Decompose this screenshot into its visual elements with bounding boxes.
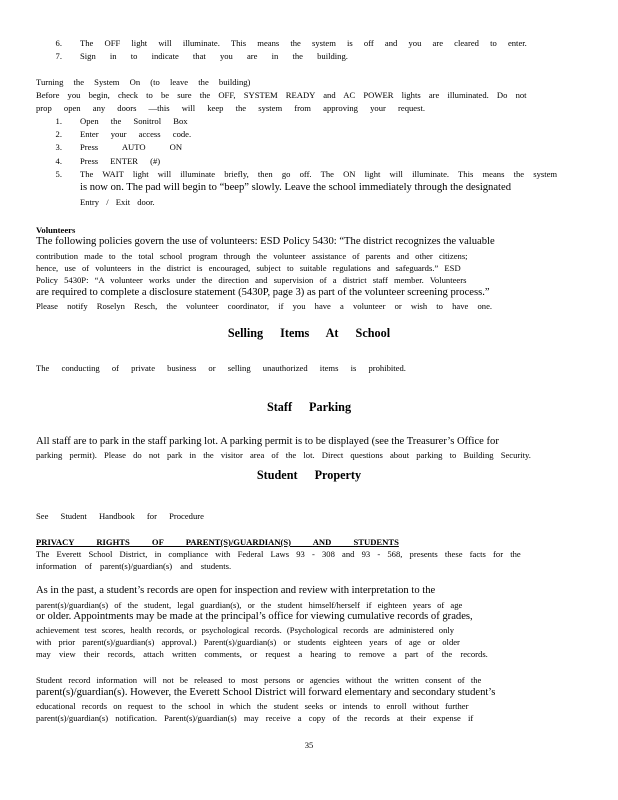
- step-item: [44, 141, 182, 153]
- step-text-continued: is now on. The pad will begin to “beep” slowly. Leave the school immediately through the designated: [80, 182, 512, 193]
- step-text: Open the Sonitrol Box: [80, 116, 188, 126]
- paragraph-line: parent(s)/guardian(s) of the student, legal guardian(s), or the student himself/herself if eighteen years of age: [36, 600, 463, 610]
- paragraph-line: Student record information will not be released to most persons or agencies without the written consent of the: [36, 675, 482, 685]
- paragraph-line: may view their records, attach written comments, or request a hearing to remove a part of the records.: [36, 649, 488, 659]
- paragraph-line: parent(s)/guardian(s). However, the Everett School District will forward elementary and secondary student’s: [36, 687, 496, 698]
- paragraph-line: prop open any doors —this will keep the system from approving your request.: [36, 103, 425, 113]
- paragraph-line: parking permit). Please do not park in the visitor area of the lot. Direct questions about parking to Building Security.: [36, 450, 531, 460]
- paragraph-line: hence, use of volunteers in the district is encouraged, subject to suitable regulations and safeguards.” ESD: [36, 263, 461, 273]
- step-text: Enter your access code.: [80, 129, 192, 139]
- paragraph-line: Before you begin, check to be sure the OFF, SYSTEM READY and AC POWER lights are illuminated. Do not: [36, 90, 527, 100]
- step-number: 1.: [55, 116, 62, 126]
- paragraph-line: See Student Handbook for Procedure: [36, 511, 204, 521]
- list-item: [44, 37, 530, 49]
- step-number: 4.: [55, 156, 62, 166]
- step-item: [44, 115, 188, 127]
- section-heading-selling: Selling Items At School: [227, 326, 391, 340]
- paragraph-line: The following policies govern the use of volunteers: ESD Policy 5430: “The district recognizes the valuable: [36, 236, 495, 247]
- step-number: 2.: [55, 129, 62, 139]
- paragraph-line: All staff are to park in the staff parking lot. A parking permit is to be displayed (see the Treasurer’s Office for: [36, 436, 499, 447]
- paragraph-line: or older. Appointments may be made at the principal’s office for viewing cumulative records of grades,: [36, 611, 473, 622]
- step-item: [44, 155, 160, 167]
- step-text-continued: Entry / Exit door.: [80, 197, 155, 207]
- paragraph-line: are required to complete a disclosure statement (5430P, page 3) as part of the volunteer screening process.”: [36, 287, 490, 298]
- paragraph-line: with prior parent(s)/guardian(s) approval.) Parent(s)/guardian(s) or students eighteen years of age or older: [36, 637, 460, 647]
- section-title-privacy-rights: PRIVACY RIGHTS OF PARENT(S)/GUARDIAN(S) AND STUDENTS: [36, 537, 399, 547]
- paragraph-line: contribution made to the total school program through the volunteer assistance of parents and other citizens;: [36, 251, 468, 261]
- step-text: Press ENTER (#): [80, 156, 161, 166]
- list-text: Sign in to indicate that you are in the building.: [80, 51, 348, 61]
- paragraph-line: achievement test scores, health records, or psychological records. (Psychological records are administered only: [36, 625, 455, 635]
- page-number: 35: [304, 740, 314, 750]
- list-text: The OFF light will illuminate. This means the system is off and you are cleared to enter.: [80, 38, 527, 48]
- list-number: 7.: [55, 51, 62, 61]
- paragraph-line: educational records on request to the school in which the student seeks or intends to enroll without further: [36, 701, 469, 711]
- section-heading-turning-on: Turning the System On (to leave the building): [36, 77, 251, 87]
- section-heading-student-property: Student Property: [256, 468, 362, 482]
- step-number: 3.: [55, 142, 62, 152]
- step-item: [44, 128, 191, 140]
- paragraph-line: The Everett School District, in compliance with Federal Laws 93 - 308 and 93 - 568, presents these facts for the: [36, 549, 521, 559]
- step-text: The WAIT light will illuminate briefly, then go off. The ON light will illuminate. This means the system: [80, 169, 558, 179]
- list-number: 6.: [55, 38, 62, 48]
- paragraph-line: information of parent(s)/guardian(s) and students.: [36, 561, 232, 571]
- paragraph-line: Policy 5430P: “A volunteer works under the direction and supervision of a district staff member. Volunteers: [36, 275, 467, 285]
- section-heading-staff-parking: Staff Parking: [266, 400, 352, 414]
- step-number: 5.: [55, 169, 62, 179]
- paragraph-line: The conducting of private business or selling unauthorized items is prohibited.: [36, 363, 406, 373]
- paragraph-line: parent(s)/guardian(s) notification. Parent(s)/guardian(s) may receive a copy of the records at their expense if: [36, 713, 474, 723]
- section-title-volunteers: Volunteers: [36, 225, 76, 235]
- step-text: Press AUTO ON: [80, 142, 183, 152]
- step-item: [44, 168, 557, 180]
- paragraph-line: Please notify Roselyn Resch, the volunteer coordinator, if you have a volunteer or wish to have one.: [36, 301, 493, 311]
- list-item: [44, 50, 348, 62]
- paragraph-line: As in the past, a student’s records are open for inspection and review with interpretation to the: [36, 585, 436, 596]
